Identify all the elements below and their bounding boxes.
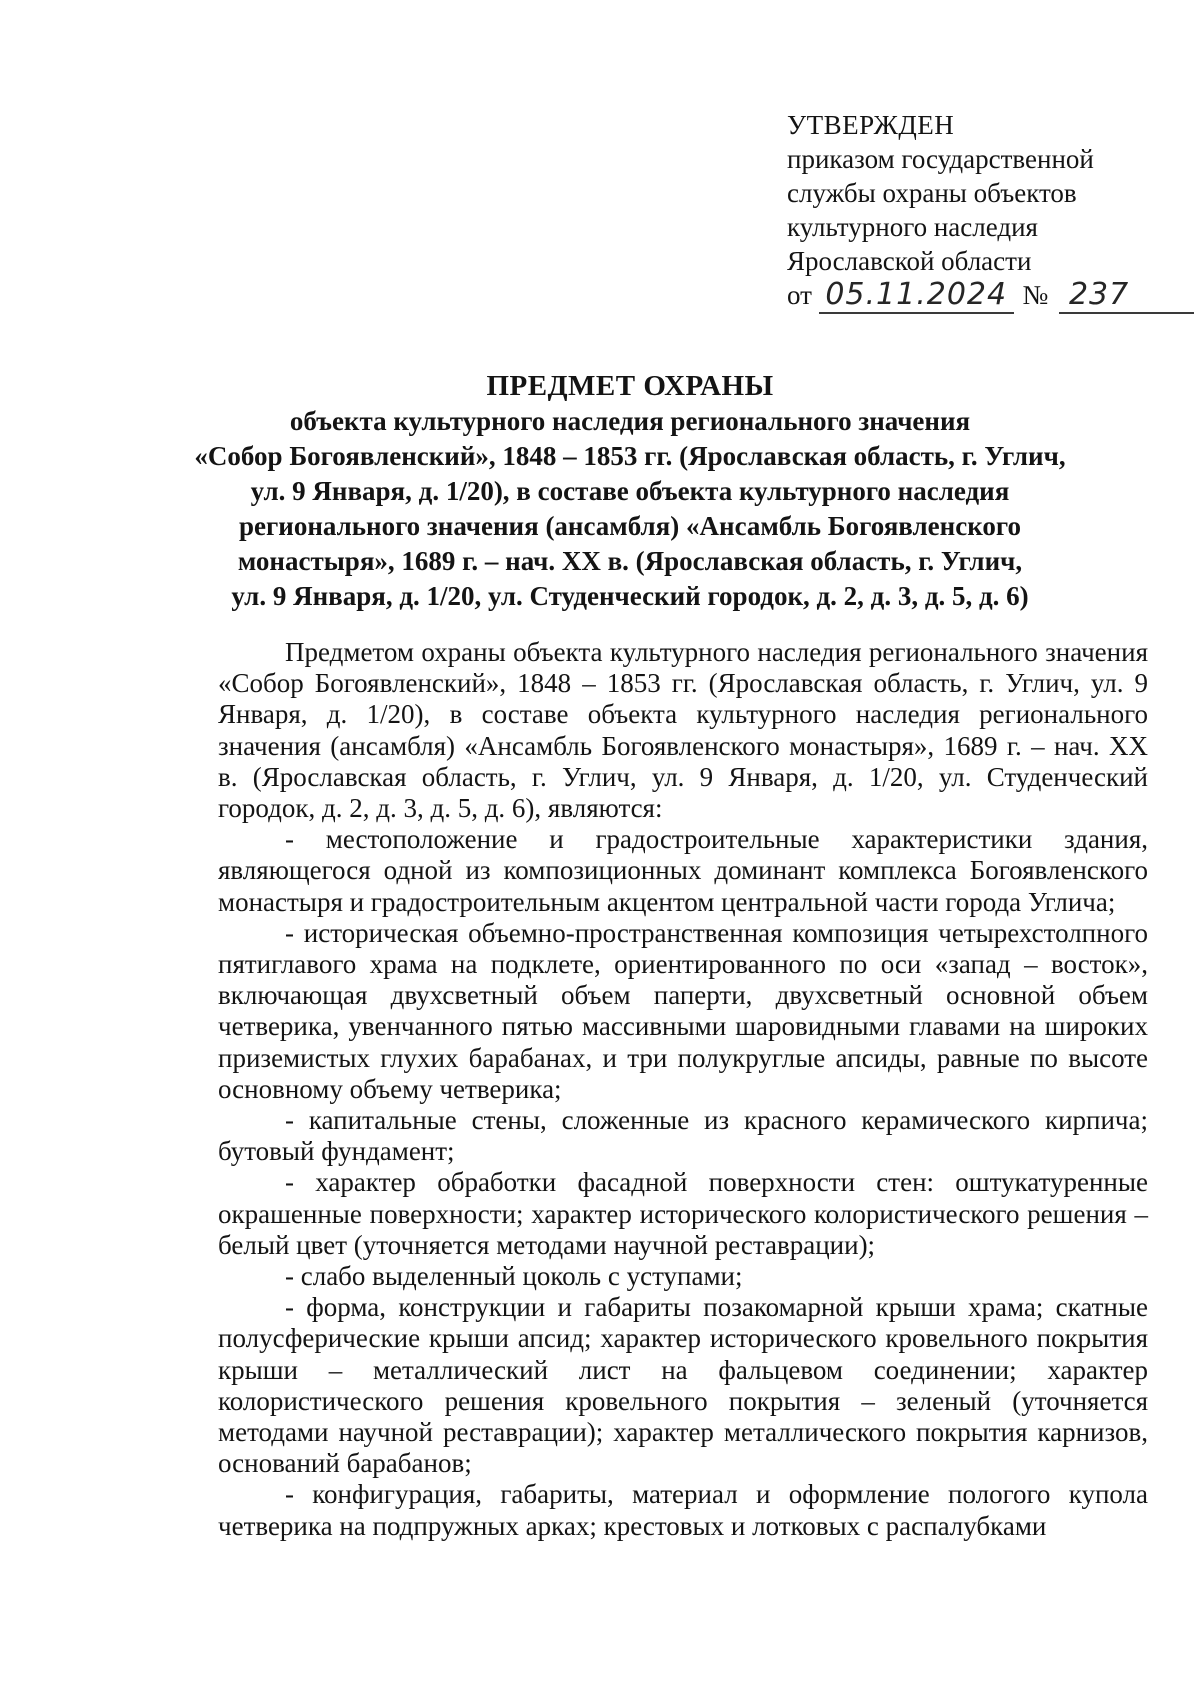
title-line: монастыря», 1689 г. – нач. XX в. (Ярославская область, г. Углич,: [237, 546, 1023, 576]
list-item: - историческая объемно-пространственная композиция четырехстолпного пятиглавого храма на подклете, ориентированного по оси «запад – восток», включающая двухсветный объем паперти, двухсветный основной объем четверика, увенчанного пятью массивными шаровидными главами на широких приземистых глухих барабанах, и три полукруглые апсиды, равные по высоте основному объему четверика;: [218, 917, 1148, 1104]
title-line: регионального значения (ансамбля) «Ансамбль Богоявленского: [239, 511, 1021, 541]
list-item: - характер обработки фасадной поверхности стен: оштукатуренные окрашенные поверхности; характер исторического колористического решения – белый цвет (уточняется методами научной реставрации);: [218, 1167, 1148, 1260]
title-line: ул. 9 Января, д. 1/20), в составе объекта культурного наследия: [250, 476, 1010, 506]
approval-line: службы охраны объектов: [787, 178, 1077, 208]
title-line: объекта культурного наследия регионального значения: [289, 406, 971, 436]
list-item: - местоположение и градостроительные характеристики здания, являющегося одной из композиционных доминант комплекса Богоявленского монастыря и градостроительным акцентом центральной части города Углича;: [218, 824, 1148, 917]
approval-line: Ярославской области: [787, 246, 1032, 276]
approval-heading: УТВЕРЖДЕН: [787, 110, 955, 140]
handwritten-date: 05.11.2024: [819, 278, 1014, 314]
list-item: - капитальные стены, сложенные из красного керамического кирпича; бутовый фундамент;: [218, 1105, 1148, 1167]
approval-line: культурного наследия: [787, 212, 1038, 242]
date-prefix: от: [787, 280, 812, 310]
list-item: - конфигурация, габариты, материал и оформление пологого купола четверика на подпружных арках; крестовых и лотковых с распалубками: [218, 1479, 1148, 1541]
order-date-number-row: [787, 278, 1147, 314]
approval-line: приказом государственной: [787, 144, 1094, 174]
document-body: [218, 637, 1148, 1542]
title-line: ул. 9 Января, д. 1/20, ул. Студенческий городок, д. 2, д. 3, д. 5, д. 6): [231, 581, 1029, 611]
list-item: - форма, конструкции и габариты позакомарной крыши храма; скатные полусферические крыши апсид; характер исторического кровельного покрытия крыши – металлический лист на фальцевом соединении; характер колористического решения кровельного покрытия – зеленый (уточняется методами научной реставрации); характер металлического покрытия карнизов, оснований барабанов;: [218, 1292, 1148, 1479]
list-item: - слабо выделенный цоколь с уступами;: [285, 1261, 743, 1292]
approval-block: [787, 108, 1147, 314]
title-main: ПРЕДМЕТ ОХРАНЫ: [486, 370, 774, 402]
intro-paragraph: Предметом охраны объекта культурного наследия регионального значения «Собор Богоявленский», 1848 – 1853 гг. (Ярославская область, г. Углич, ул. 9 Января, д. 1/20), в составе объекта культурного наследия регионального значения (ансамбля) «Ансамбль Богоявленского монастыря», 1689 г. – нач. XX в. (Ярославская область, г. Углич, ул. 9 Января, д. 1/20, ул. Студенческий городок, д. 2, д. 3, д. 5, д. 6), являются:: [218, 637, 1148, 824]
handwritten-number: 237: [1059, 278, 1194, 314]
number-sign: №: [1022, 280, 1049, 310]
title-line: «Собор Богоявленский», 1848 – 1853 гг. (Ярославская область, г. Углич,: [194, 441, 1066, 471]
document-title: [130, 368, 1130, 614]
